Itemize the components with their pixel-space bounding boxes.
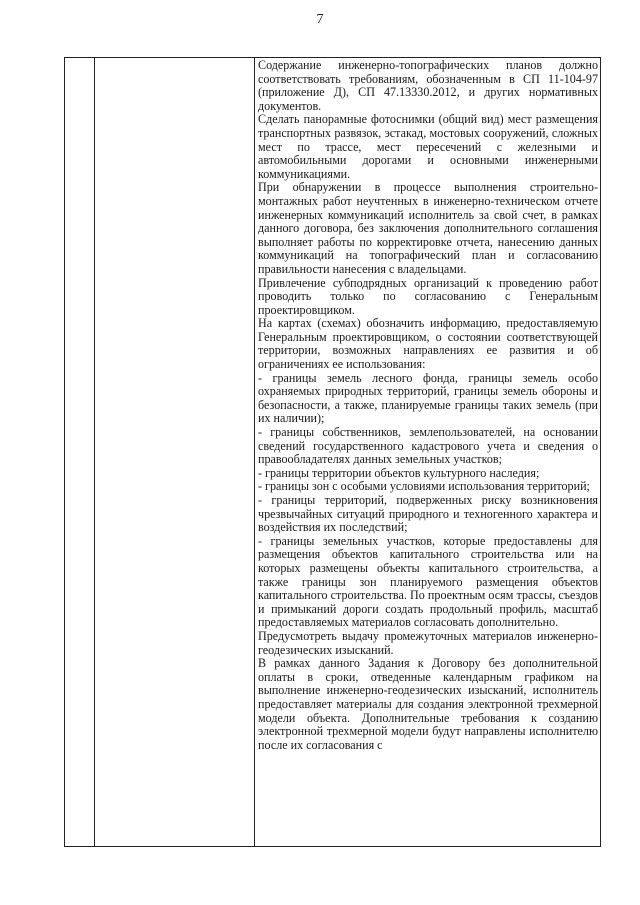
list-item-emergency-risk: - границы территорий, подверженных риску возникновения чрезвычайных ситуаций природного и техногенного характера и воздействия их последствий; xyxy=(258,493,598,535)
list-item-owner-boundaries: - границы собственников, землепользователей, на основании сведений государственного кадастрового учета и сведения о правообладателях данных земельных участков; xyxy=(258,425,598,467)
requirements-text-cell xyxy=(258,59,598,752)
column-divider-1 xyxy=(94,58,95,846)
column-divider-2 xyxy=(254,58,255,846)
list-item-land-plots: - границы земельных участков, которые предоставлены для размещения объектов капитального строительства или на которых размещены объекты капитального строительства, а также границы зон планируемого размещения объектов капитального строительства. По проектным осям трассы, съездов и примыканий дороги создать продольный профиль, масштаб предоставляемых материалов согласовать дополнительно. xyxy=(258,533,598,630)
paragraph-intermediate-materials: Предусмотреть выдачу промежуточных материалов инженерно-геодезических изысканий. xyxy=(258,628,598,657)
paragraph-subcontractors: Привлечение субподрядных организаций к проведению работ проводить только по согласованию с Генеральным проектировщиком. xyxy=(258,275,598,317)
list-item-special-zones: - границы зон с особыми условиями использования территорий; xyxy=(258,479,590,494)
paragraph-panoramic-photos: Сделать панорамные фотоснимки (общий вид) мест размещения транспортных развязок, эстакад, мостовых сооружений, сложных мест по трассе, мест пересечений с железными и автомобильными дорогами и основными инженерными коммуникациями. xyxy=(258,112,598,181)
requirements-table xyxy=(64,57,601,847)
paragraph-maps-information: На картах (схемах) обозначить информацию, предоставляемую Генеральным проектировщиком, о состоянии соответствующей территории, возможных направлениях ее развития и об ограничениях ее использования: xyxy=(258,316,598,372)
list-item-heritage-boundaries: - границы территории объектов культурного наследия; xyxy=(258,465,540,480)
paragraph-unaccounted-utilities: При обнаружении в процессе выполнения строительно-монтажных работ неучтенных в инженерно-техническом отчете инженерных коммуникаций исполнитель за свой счет, в рамках данного договора, без заключения дополнительного соглашения выполняет работы по корректировке отчета, нанесению данных коммуникаций на топографический план и согласованию правильности нанесения с владельцами. xyxy=(258,180,598,276)
paragraph-3d-model: В рамках данного Задания к Договору без дополнительной оплаты в сроки, отведенные календарным графиком на выполнение инженерно-геодезических изысканий, исполнитель предоставляет материалы для создания электронной трехмерной модели объекта. Дополнительные требования к созданию электронной трехмерной модели будут направлены исполнителю после их согласования с xyxy=(258,656,598,752)
page-number: 7 xyxy=(316,12,324,27)
paragraph-topographic-plans: Содержание инженерно-топографических планов должно соответствовать требованиям, обозначенным в СП 11-104-97 (приложение Д), СП 47.13330.2012, и других нормативных документов. xyxy=(258,58,598,113)
list-item-forest-boundaries: - границы земель лесного фонда, границы земель особо охраняемых природных территорий, границы земель обороны и безопасности, а также, планируемые границы таких земель (при их наличии); xyxy=(258,370,598,426)
